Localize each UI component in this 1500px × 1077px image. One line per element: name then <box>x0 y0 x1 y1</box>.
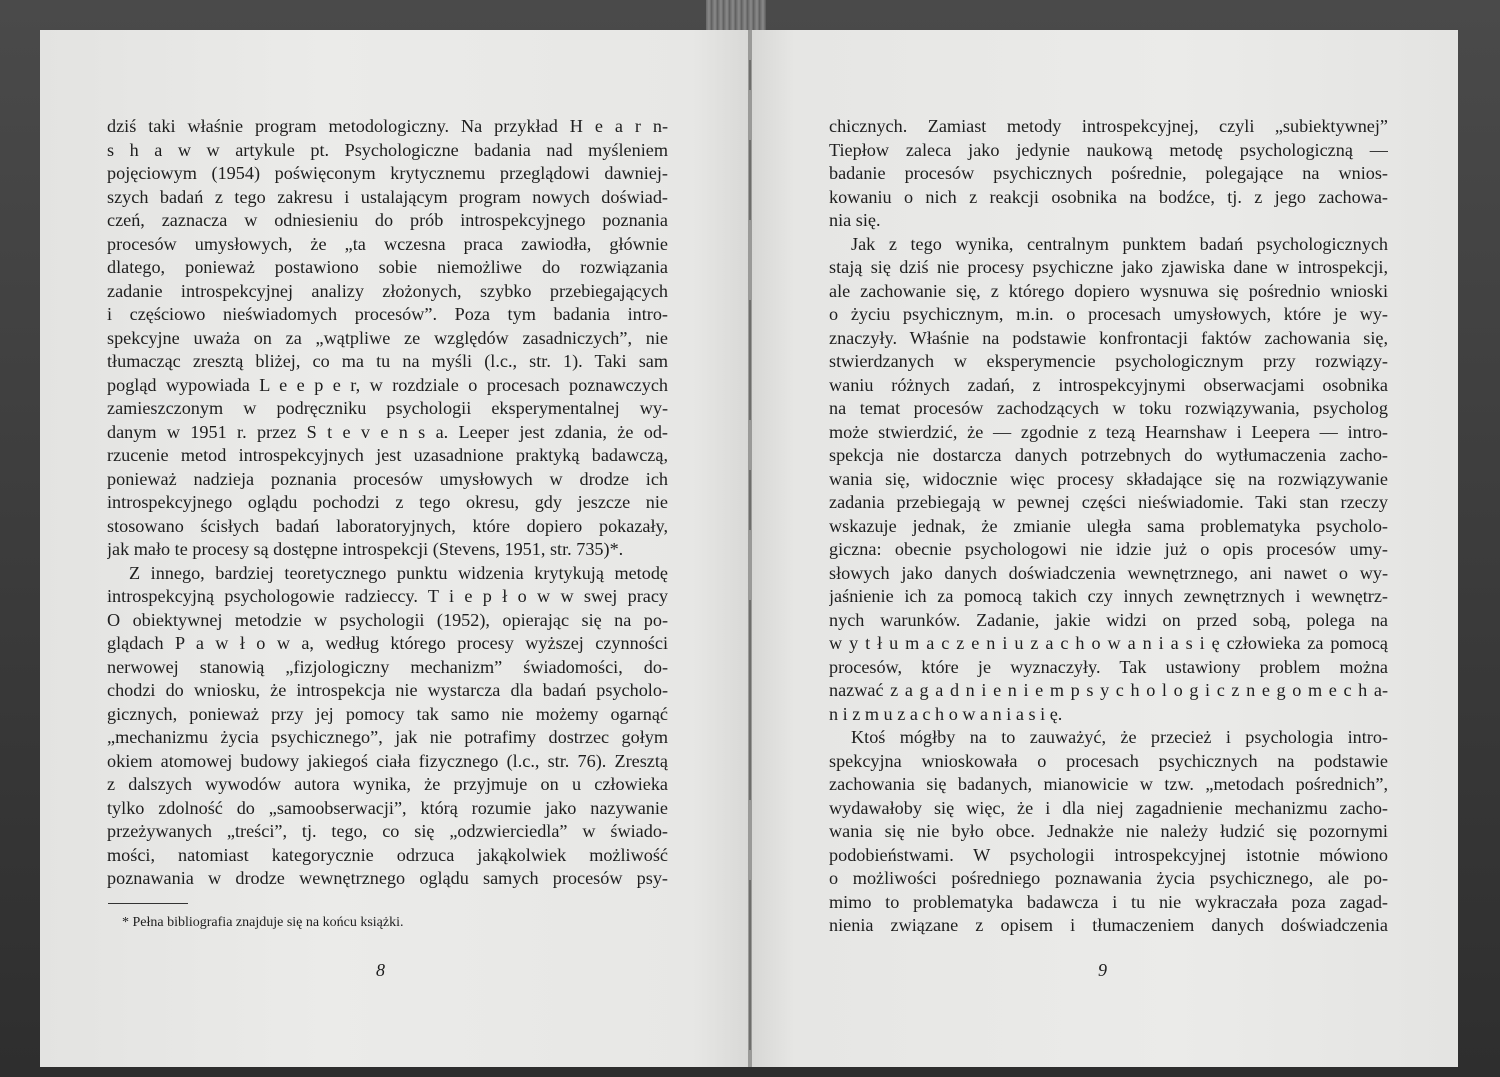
text-line: danym w 1951 r. przez S t e v e n s a. Leeper jest zdania, że od- <box>107 421 668 442</box>
text-line: okiem atomowej budowy jakiegoś ciała fizycznego (l.c., str. 76). Zresztą <box>107 750 668 771</box>
text-line: przeżywanych „treści”, tj. tego, co się „odzwierciedla” w świado- <box>107 821 668 841</box>
text-line: podobieństwami. W psychologii introspekcyjnej istotnie mówiono <box>829 844 1388 865</box>
text-line: znaczyły. Właśnie na podstawie konfrontacji faktów zachowania się, <box>829 327 1388 348</box>
text-line: waniu różnych zadań, z introspekcyjnymi obserwacjami osobnika <box>829 374 1388 395</box>
text-line: tłumacząc zresztą bliżej, co ma tu na myśli (l.c., str. 1). Taki sam <box>107 351 668 371</box>
text-line: wania się nie było obce. Jednakże nie należy łudzić się pozornymi <box>829 821 1388 841</box>
binding-stitch <box>749 600 751 800</box>
text-line: introspekcyjną psychologowie radzieccy. T i e p ł o w w swej pracy <box>107 586 668 606</box>
text-line: o życiu psychicznym, m.in. o procesach umysłowych, które je wy- <box>829 304 1388 324</box>
text-line: nych warunków. Zadanie, jakie widzi on przed sobą, polega na <box>829 609 1388 630</box>
page-number-left: 8 <box>376 960 385 980</box>
text-line: czeń, zaznacza w odniesieniu do prób introspekcyjnego poznania <box>107 210 668 230</box>
text-line: spekcyjna wnioskowała o procesach psychicznych na podstawie <box>829 750 1388 771</box>
text-line: na temat procesów zachodzących w toku rozwiązywania, psycholog <box>829 398 1388 418</box>
text-line: kowaniu o nich z reakcji osobnika na bodźce, tj. z jego zachowa- <box>829 186 1388 207</box>
binding-stitch <box>749 300 751 420</box>
text-line: pojęciowym (1954) poświęconym krytycznemu przeglądowi dawniej- <box>107 163 668 183</box>
binding-stitch <box>749 140 751 220</box>
footnote: * Pełna bibliografia znajduje się na końcu książki. <box>122 915 404 930</box>
text-line: Jak z tego wynika, centralnym punktem badań psychologicznych <box>851 233 1388 254</box>
text-line: spekcyjne uważa on za „wątpliwe ze względów zasadniczych”, nie <box>107 327 668 348</box>
binding-stitch <box>749 470 751 530</box>
binding-stitch <box>749 880 751 1050</box>
text-line: stają się dziś nie procesy psychiczne jako zjawiska dane w introspekcji, <box>829 257 1388 277</box>
text-line: mimo to problematyka badawcza i tu nie wykraczała poza zagad- <box>829 891 1388 912</box>
text-line: chodzi do wniosku, że introspekcja nie wystarcza dla badań psycholo- <box>107 680 668 700</box>
text-line: wydawałoby się więc, że i dla niej zagadnienie mechanizmu zacho- <box>829 797 1388 818</box>
text-line: i częściowo nieświadomych procesów”. Poza tym badania intro- <box>107 304 668 324</box>
text-line: ponieważ nadzieja poznania procesów umysłowych w drodze ich <box>107 468 668 489</box>
text-line: giczna: obecnie psychologowi nie idzie już o opis procesów umy- <box>829 539 1388 559</box>
text-line: s h a w w artykule pt. Psychologiczne badania nad myśleniem <box>107 139 668 160</box>
text-line: n i z m u z a c h o w a n i a s i ę. <box>829 703 1063 724</box>
text-line: zadania przebiegają w pewnej części nieświadomie. Taki stan rzeczy <box>829 492 1388 512</box>
text-line: procesów, które je wyznaczyły. Tak ustawiony problem można <box>829 656 1388 677</box>
text-line: wania się, widocznie więc procesy składające się na rozwiązywanie <box>829 468 1388 489</box>
text-line: stwierdzanych w eksperymencie psychologicznym przy rozwiązy- <box>829 351 1388 371</box>
text-line: mości, natomiast kategorycznie odrzuca jakąkolwiek możliwość <box>107 844 668 865</box>
text-line: chicznych. Zamiast metody introspekcyjnej, czyli „subiektywnej” <box>829 116 1388 136</box>
text-line: w y t ł u m a c z e n i u z a c h o w a n i a s i ę człowieka za pomocą <box>829 633 1388 653</box>
text-line: stosowano ścisłych badań laboratoryjnych, które dopiero pokazały, <box>107 515 668 536</box>
text-line: dziś taki właśnie program metodologiczny. Na przykład H e a r n- <box>107 116 668 136</box>
text-line: introspekcyjnego oglądu pochodzi z tego okresu, gdy jeszcze nie <box>107 492 668 512</box>
text-line: pogląd wypowiada L e e p e r, w rozdziale o procesach poznawczych <box>107 374 668 395</box>
right-page-body <box>829 115 1388 938</box>
text-line: z dalszych wywodów autora wynika, że przyjmuje on u człowieka <box>107 774 668 794</box>
text-line: nerwowej stanowią „fizjologiczny mechanizm” świadomości, do- <box>107 656 668 677</box>
text-line: glądach P a w ł o w a, według którego procesy wyższej czynności <box>107 633 668 653</box>
text-line: tylko zdolność do „samoobserwacji”, którą rozumie jako nazywanie <box>107 797 668 818</box>
text-line: o możliwości pośredniego poznawania życia psychicznego, ale po- <box>829 868 1388 888</box>
text-line: nienia związane z opisem i tłumaczeniem danych doświadczenia <box>829 915 1388 935</box>
left-page-body <box>107 115 668 891</box>
binding-stitch <box>749 60 751 90</box>
text-line: zadanie introspekcyjnej analizy złożonych, szybko przebiegających <box>107 280 668 301</box>
book-binding <box>706 0 766 30</box>
text-line: szych badań z tego zakresu i ustalającym program nowych doświad- <box>107 186 668 207</box>
text-line: rzucenie metod introspekcyjnych jest uzasadnione praktyką badawczą, <box>107 445 668 465</box>
text-line: Ktoś mógłby na to zauważyć, że przecież i psychologia intro- <box>851 727 1388 747</box>
text-line: słowych jako danych doświadczenia wewnętrznego, ani nawet o wy- <box>829 562 1388 583</box>
text-line: ale zachowanie się, z którego dopiero wysnuwa się pośrednio wnioski <box>829 280 1388 301</box>
text-line: gicznych, ponieważ przy jej pomocy tak samo nie możemy ogarnąć <box>107 703 668 724</box>
text-line: Z innego, bardziej teoretycznego punktu widzenia krytykują metodę <box>129 562 668 583</box>
text-line: „mechanizmu życia psychicznego”, jak nie potrafimy dostrzec gołym <box>107 727 668 747</box>
text-line: procesów umysłowych, że „ta wczesna praca zawiodła, głównie <box>107 233 668 254</box>
text-line: Tiepłow zaleca jako jedynie naukową metodę psychologiczną — <box>829 139 1388 160</box>
text-line: zamieszczonym w podręczniku psychologii eksperymentalnej wy- <box>107 398 668 418</box>
text-line: jaśnienie ich za pomocą takich czy innych zewnętrznych i wewnętrz- <box>829 586 1388 606</box>
text-line: nazwać z a g a d n i e n i e m p s y c h o l o g i c z n e g o m e c h a- <box>829 680 1388 700</box>
text-line: poznawania w drodze wewnętrznego oglądu samych procesów psy- <box>107 868 668 888</box>
page-number-right: 9 <box>1098 960 1107 980</box>
text-line: badanie procesów psychicznych pośrednie, polegające na wnios- <box>829 163 1388 183</box>
text-line: jak mało te procesy są dostępne introspekcji (Stevens, 1951, str. 735)*. <box>107 539 624 559</box>
text-line: dlatego, ponieważ postawiono sobie niemożliwe do rozwiązania <box>107 257 668 277</box>
text-line: wskazuje jednak, że zmianie uległa sama problematyka psycholo- <box>829 515 1388 536</box>
footnote-divider <box>108 903 188 904</box>
text-line: zachowania się badanych, mianowicie w tzw. „metodach pośrednich”, <box>829 774 1388 794</box>
text-line: O obiektywnej metodzie w psychologii (1952), opierając się na po- <box>107 609 668 630</box>
text-line: nia się. <box>829 210 881 230</box>
text-line: może stwierdzić, że — zgodnie z tezą Hearnshaw i Leepera — intro- <box>829 421 1388 442</box>
text-line: spekcja nie dostarcza danych potrzebnych do wytłumaczenia zacho- <box>829 445 1388 465</box>
